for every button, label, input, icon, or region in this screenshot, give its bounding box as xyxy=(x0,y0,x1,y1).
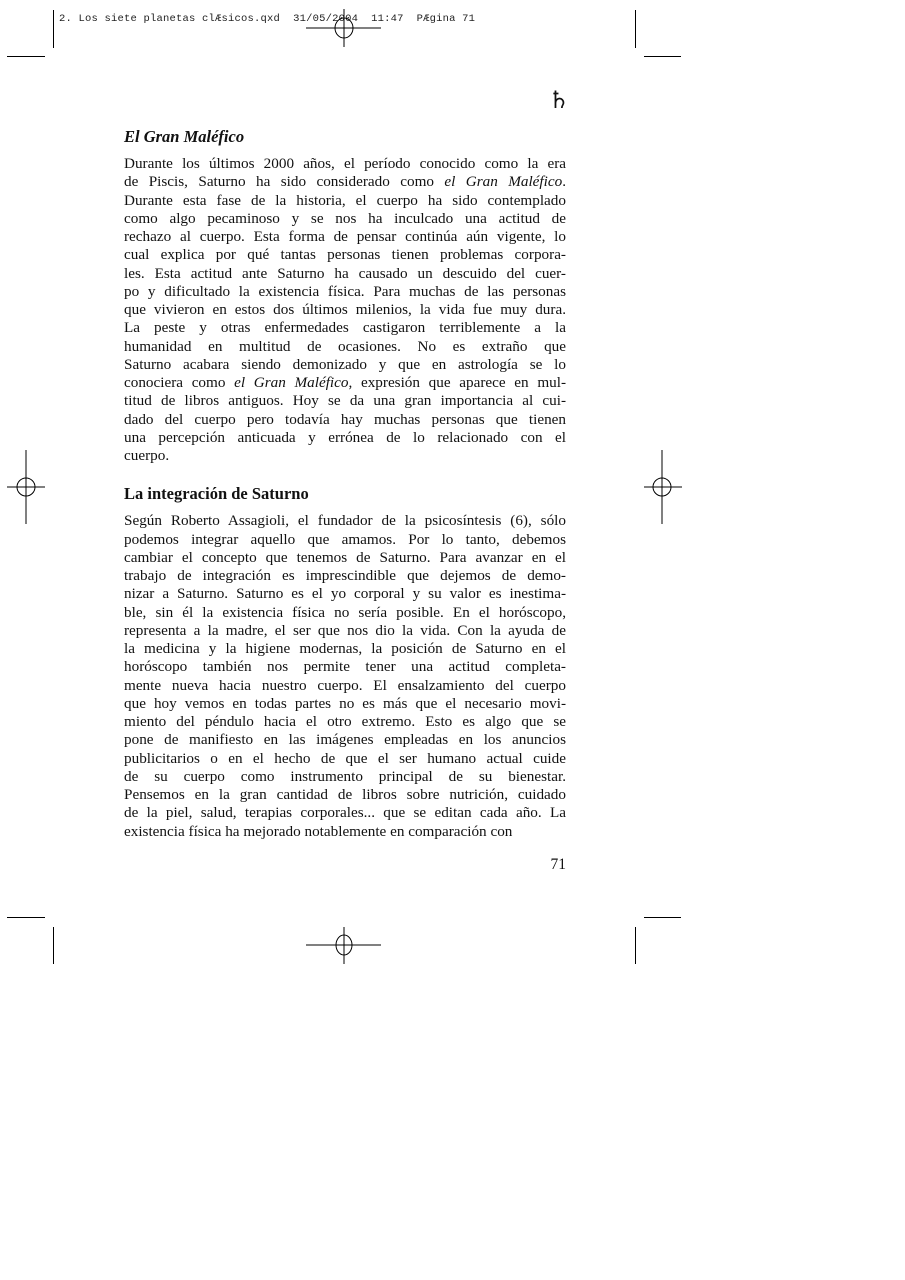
text-line: po y dificultado la existencia física. Para muchas de las personas xyxy=(124,282,566,300)
text-line: titud de libros antiguos. Hoy se da una gran importancia al cui- xyxy=(124,392,566,410)
crop-mark-top-left-vertical xyxy=(53,10,54,48)
printer-slug xyxy=(59,13,475,25)
text-line: La peste y otras enfermedades castigaron terriblemente a la xyxy=(124,319,566,337)
text-line: cuerpo. xyxy=(124,447,170,464)
crop-mark-top-right-horizontal xyxy=(644,56,681,57)
crop-mark-bottom-left-horizontal xyxy=(7,917,45,918)
text-line: Durante esta fase de la historia, el cuerpo ha sido contemplado xyxy=(124,191,566,209)
section-heading-integracion-saturno: La integración de Saturno xyxy=(124,484,309,504)
section-paragraph-gran-malefico xyxy=(124,155,566,465)
crop-mark-bottom-right-horizontal xyxy=(644,917,681,918)
registration-mark-left-icon xyxy=(6,450,46,524)
slug-date: 31/05/2004 xyxy=(293,13,359,25)
section-paragraph-integracion-saturno xyxy=(124,512,566,841)
saturn-symbol-icon: ♄ xyxy=(548,86,570,114)
text-line: Pensemos en la gran cantidad de libros sobre nutrición, cuidado xyxy=(124,786,566,803)
text-line: la medicina y la higiene modernas, la posición de Saturno en el xyxy=(124,640,566,657)
registration-mark-right-icon xyxy=(643,450,683,524)
text-line: existencia física ha mejorado notablemente en comparación con xyxy=(124,822,513,840)
text-line: publicitarios o en el hecho de que el ser humano actual cuide xyxy=(124,749,566,767)
text-line: conociera como el Gran Maléfico, expresión que aparece en mul- xyxy=(124,374,566,391)
text-line: trabajo de integración es imprescindible que dejemos de demo- xyxy=(124,567,566,584)
italic-phrase: el Gran Maléfico xyxy=(444,173,563,191)
text-line: que vivieron en estos dos últimos milenios, la vida fue muy dura. xyxy=(124,301,566,318)
registration-mark-top-icon xyxy=(306,9,382,47)
text-line: pone de manifiesto en las imágenes empleadas en los anuncios xyxy=(124,731,566,749)
text-line: nizar a Saturno. Saturno es el yo corporal y su valor es inestima- xyxy=(124,585,566,603)
text-line: de la piel, salud, terapias corporales... que se editan cada año. La xyxy=(124,804,566,822)
slug-time: 11:47 xyxy=(371,13,404,25)
text-line: de su cuerpo como instrumento principal de su bienestar. xyxy=(124,767,566,785)
slug-page: PÆgina 71 xyxy=(416,13,476,25)
text-line: humanidad en multitud de ocasiones. No es extraño que xyxy=(124,337,566,355)
text-line: dado del cuerpo pero todavía hay muchas personas que tienen xyxy=(124,410,566,428)
text-line: que hoy vemos en todas partes no es más que el necesario movi- xyxy=(124,694,566,712)
italic-phrase: el Gran Maléfico xyxy=(234,374,349,391)
crop-mark-bottom-left-vertical xyxy=(53,927,54,964)
crop-mark-top-left-horizontal xyxy=(7,56,45,57)
text-line: mente nueva hacia nuestro cuerpo. El ensalzamiento del cuerpo xyxy=(124,676,566,694)
text-line: les. Esta actitud ante Saturno ha causado un descuido del cuer- xyxy=(124,264,566,282)
text-line: Saturno acabara siendo demonizado y que en astrología se lo xyxy=(124,355,566,373)
text-line: miento del péndulo hacia el otro extremo. Esto es algo que se xyxy=(124,713,566,730)
text-line: como algo pecaminoso y se nos ha inculcado una actitud de xyxy=(124,209,566,227)
text-line: ble, sin él la existencia física no sería posible. En el horóscopo, xyxy=(124,603,566,621)
crop-mark-top-right-vertical xyxy=(635,10,636,48)
section-heading-gran-malefico: El Gran Maléfico xyxy=(124,127,245,146)
text-line: podemos integrar aquello que amamos. Por lo tanto, debemos xyxy=(124,530,566,548)
page-body xyxy=(124,126,566,841)
text-line: horóscopo también nos permite tener una actitud completa- xyxy=(124,658,566,676)
text-line: Durante los últimos 2000 años, el período conocido como la era xyxy=(124,155,566,172)
text-line: cual explica por qué tantas personas tienen problemas corpora- xyxy=(124,246,566,264)
registration-mark-bottom-icon xyxy=(306,927,382,965)
text-line: representa a la madre, el ser que nos dio la vida. Con la ayuda de xyxy=(124,621,566,639)
crop-mark-bottom-right-vertical xyxy=(635,927,636,964)
slug-filename: 2. Los siete planetas clÆsicos.qxd xyxy=(59,13,281,25)
text-line: cambiar el concepto que tenemos de Saturno. Para avanzar en el xyxy=(124,548,566,566)
text-line: rechazo al cuerpo. Esta forma de pensar continúa aún vigente, lo xyxy=(124,228,566,245)
page-number: 71 xyxy=(550,856,566,873)
text-line: Según Roberto Assagioli, el fundador de la psicosíntesis (6), sólo xyxy=(124,512,566,530)
text-line: de Piscis, Saturno ha sido considerado como el Gran Maléfico. xyxy=(124,173,566,191)
text-line: una percepción anticuada y errónea de lo relacionado con el xyxy=(124,428,566,446)
